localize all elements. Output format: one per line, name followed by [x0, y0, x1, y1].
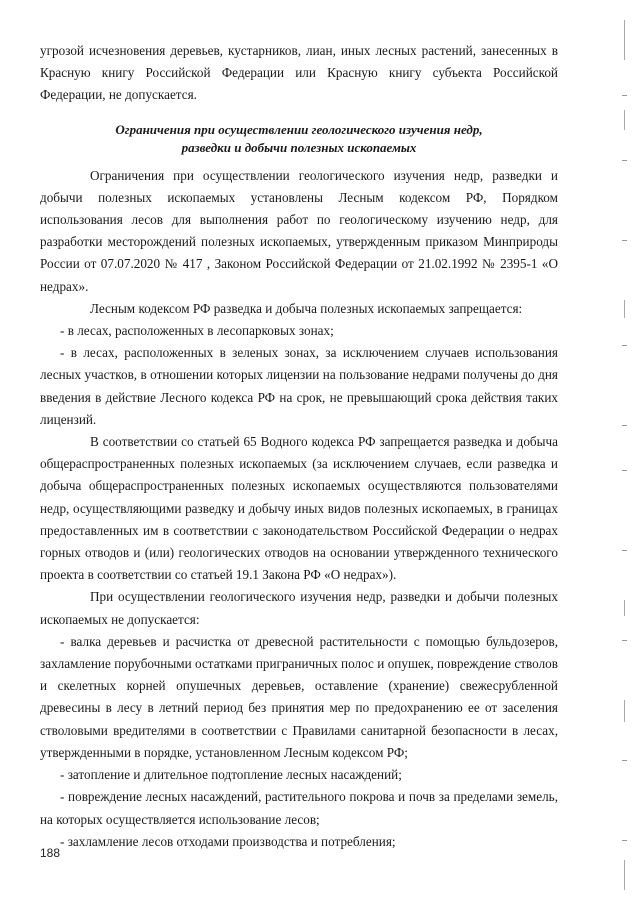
section-heading-line-2: разведки и добычи полезных ископаемых: [181, 139, 417, 155]
paragraph-restrictions-intro: Ограничения при осуществлении геологического изучения недр, разведки и добычи полезных ископаемых установлены Лесным кодексом РФ, Порядком использования лесов для выполнения работ по геологическому изучению недр, для разработки месторождений полезных ископаемых, утвержденным приказом Минприроды России от 07.07.2020 № 417 , Законом Российской Федерации от 21.02.1992 № 2395-1 «О недрах».: [40, 167, 558, 294]
paragraph-water-code: В соответствии со статьей 65 Водного кодекса РФ запрещается разведка и добыча общераспространенных полезных ископаемых (за исключением случаев, если разведка и добыча общераспространенных полезных ископаемых осуществляются пользователями недр, осуществляющими разведку и добычу иных видов полезных ископаемых, в границах предоставленных им в соответствии с законодательством Российской Федерации о недрах горных отводов и (или) геологических отводов на основании утвержденного технического проекта в соответствии со статьей 19.1 Закона РФ «О недрах»).: [40, 434, 558, 583]
page-number: 188: [40, 846, 61, 860]
list-item-green-zones: - в лесах, расположенных в зеленых зонах, за исключением случаев использования лесных участков, в отношении которых лицензии на пользование недрами получены до дня введения в действие Лесного кодекса РФ на срок, не превышающий срока действия таких лицензий.: [40, 345, 558, 427]
document-page: [40, 40, 558, 853]
paragraph-not-allowed-intro: При осуществлении геологического изучения недр, разведки и добычи полезных ископаемых не допускается:: [40, 589, 558, 627]
list-item-flooding: - затопление и длительное подтопление лесных насаждений;: [60, 767, 402, 783]
binding-edge-marks: [620, 0, 628, 905]
list-item-damage: - повреждение лесных насаждений, растительного покрова и почв за пределами земель, на которых осуществляется использование лесов;: [40, 789, 558, 827]
section-heading-line-1: Ограничения при осуществлении геологического изучения недр,: [115, 121, 483, 137]
section-heading: [40, 121, 558, 157]
list-item-littering: - захламление лесов отходами производства и потребления;: [60, 833, 396, 849]
paragraph-forest-code-prohibition: Лесным кодексом РФ разведка и добыча полезных ископаемых запрещается:: [90, 300, 523, 316]
continuation-paragraph: угрозой исчезновения деревьев, кустарников, лиан, иных лесных растений, занесенных в Красную книгу Российской Федерации или Красную книгу субъекта Российской Федерации, не допускается.: [40, 43, 558, 103]
list-item-forest-park-zones: - в лесах, расположенных в лесопарковых зонах;: [60, 323, 334, 339]
list-item-tree-felling: - валка деревьев и расчистка от древесной растительности с помощью бульдозеров, захламление порубочными остатками приграничных полос и опушек, повреждение стволов и скелетных корней опушечных деревьев, оставление (хранение) свежесрубленной древесины в лесу в летний период без принятия мер по предохранению ее от заселения стволовыми вредителями в соответствии с Правилами санитарной безопасности в лесах, утвержденными в порядке, установленном Лесным кодексом РФ;: [40, 633, 558, 760]
